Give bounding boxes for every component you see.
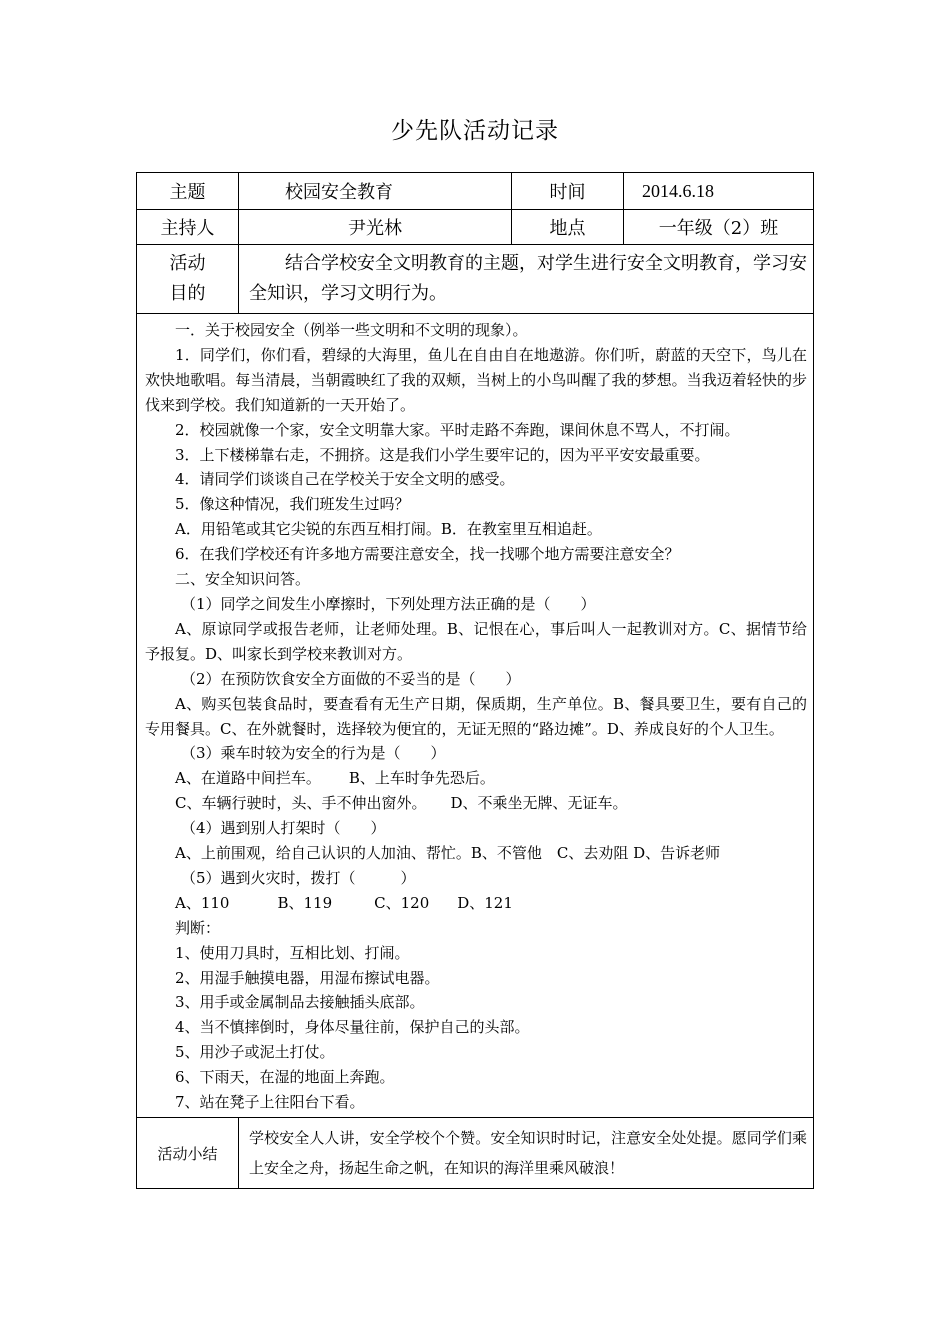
purpose-label-line-2: 目的 (169, 283, 206, 304)
judge-item: 5、用沙子或泥土打仗。 (175, 1043, 335, 1062)
question-5-option-b: B、119 (277, 893, 333, 912)
question-4: （4）遇到别人打架时（ ） (181, 819, 386, 838)
activity-content (137, 314, 814, 1118)
question-4-options: A、上前围观，给自己认识的人加油、帮忙。B、不管他 C、去劝阻 D、告诉老师 (175, 844, 721, 863)
section-1-paragraph-2: 2．校园就像一个家，安全文明靠大家。平时走路不奔跑，课间休息不骂人，不打闹。 (175, 420, 740, 439)
summary-row (137, 1118, 814, 1189)
judge-item: 2、用湿手触摸电器，用湿布擦试电器。 (175, 968, 440, 987)
place-label: 地点 (512, 210, 624, 245)
purpose-label (137, 245, 239, 314)
topic-row (137, 173, 814, 210)
judge-item: 7、站在凳子上往阳台下看。 (175, 1093, 365, 1112)
question-5-option-a: A、110 (175, 893, 230, 912)
topic-label: 主题 (137, 173, 239, 210)
time-label: 时间 (512, 173, 624, 210)
question-5-option-d: D、121 (457, 893, 513, 912)
section-1-heading: 一．关于校园安全（例举一些文明和不文明的现象）。 (175, 321, 528, 339)
question-3-options-ab (145, 766, 807, 791)
time-value: 2014.6.18 (624, 173, 814, 210)
question-1-options: A、原谅同学或报告老师，让老师处理。B、记恨在心，事后叫人一起教训对方。C、据情节给予报复。D、叫家长到学校来教训对方。 (145, 619, 807, 663)
question-3-option-c: C、车辆行驶时，头、手不伸出窗外。 (175, 794, 427, 813)
place-value: 一年级（2）班 (624, 210, 814, 245)
section-1-paragraph-6: 6．在我们学校还有许多地方需要注意安全，找一找哪个地方需要注意安全？ (175, 545, 680, 564)
section-1-paragraph-4: 4．请同学们谈谈自己在学校关于安全文明的感受。 (175, 470, 515, 489)
question-3-option-d: D、不乘坐无牌、无证车。 (450, 794, 628, 813)
summary-label: 活动小结 (137, 1118, 239, 1189)
question-3-option-b: B、上车时争先恐后。 (348, 769, 495, 788)
question-5-option-c: C、120 (374, 893, 430, 912)
question-3-option-a: A、在道路中间拦车。 (175, 769, 321, 788)
question-3: （3）乘车时较为安全的行为是（ ） (181, 744, 446, 763)
page-title: 少先队活动记录 (391, 118, 559, 144)
summary-text: 学校安全人人讲，安全学校个个赞。安全知识时时记，注意安全处处提。愿同学们乘上安全之舟，扬起生命之帆，在知识的海洋里乘风破浪！ (239, 1118, 814, 1189)
section-2-heading: 二、安全知识问答。 (175, 570, 311, 589)
question-5-options (145, 891, 807, 916)
judge-heading: 判断： (175, 918, 221, 937)
question-3-options-cd (145, 791, 807, 816)
judge-item: 3、用手或金属制品去接触插头底部。 (175, 993, 425, 1012)
judge-item: 4、当不慎摔倒时，身体尽量往前，保护自己的头部。 (175, 1018, 530, 1037)
judge-item: 1、使用刀具时，互相比划、打闹。 (175, 943, 410, 962)
question-2: （2）在预防饮食安全方面做的不妥当的是（ ） (181, 669, 521, 688)
host-value: 尹光林 (239, 210, 512, 245)
purpose-row (137, 245, 814, 314)
question-1: （1）同学之间发生小摩擦时，下列处理方法正确的是（ ） (181, 594, 596, 613)
topic-value: 校园安全教育 (239, 173, 512, 210)
section-1-paragraph-1: 1．同学们，你们看，碧绿的大海里，鱼儿在自由自在地遨游。你们听，蔚蓝的天空下，鸟儿在欢快地歌唱。每当清晨，当朝霞映红了我的双颊，当树上的小鸟叫醒了我的梦想。当我迈着轻快的步伐来到学校。我们知道新的一天开始了。 (145, 345, 807, 414)
question-5: （5）遇到火灾时，拨打（ ） (181, 868, 416, 887)
host-row (137, 210, 814, 245)
section-1-paragraph-3: 3．上下楼梯靠右走，不拥挤。这是我们小学生要牢记的，因为平平安安最重要。 (175, 445, 710, 464)
section-1-paragraph-5: 5．像这种情况，我们班发生过吗？ (175, 495, 410, 514)
section-1-paragraph-5-options: A．用铅笔或其它尖锐的东西互相打闹。B．在教室里互相追赶。 (175, 520, 602, 539)
host-label: 主持人 (137, 210, 239, 245)
activity-record-table (136, 172, 814, 1189)
purpose-label-line-1: 活动 (169, 253, 206, 274)
judge-item: 6、下雨天，在湿的地面上奔跑。 (175, 1068, 395, 1087)
content-row (137, 314, 814, 1118)
purpose-text: 结合学校安全文明教育的主题，对学生进行安全文明教育，学习安全知识，学习文明行为。 (239, 245, 814, 314)
question-2-options: A、购买包装食品时，要查看有无生产日期，保质期，生产单位。B、餐具要卫生，要有自己的专用餐具。C、在外就餐时，选择较为便宜的，无证无照的“路边摊”。D、养成良好的个人卫生。 (145, 694, 807, 738)
